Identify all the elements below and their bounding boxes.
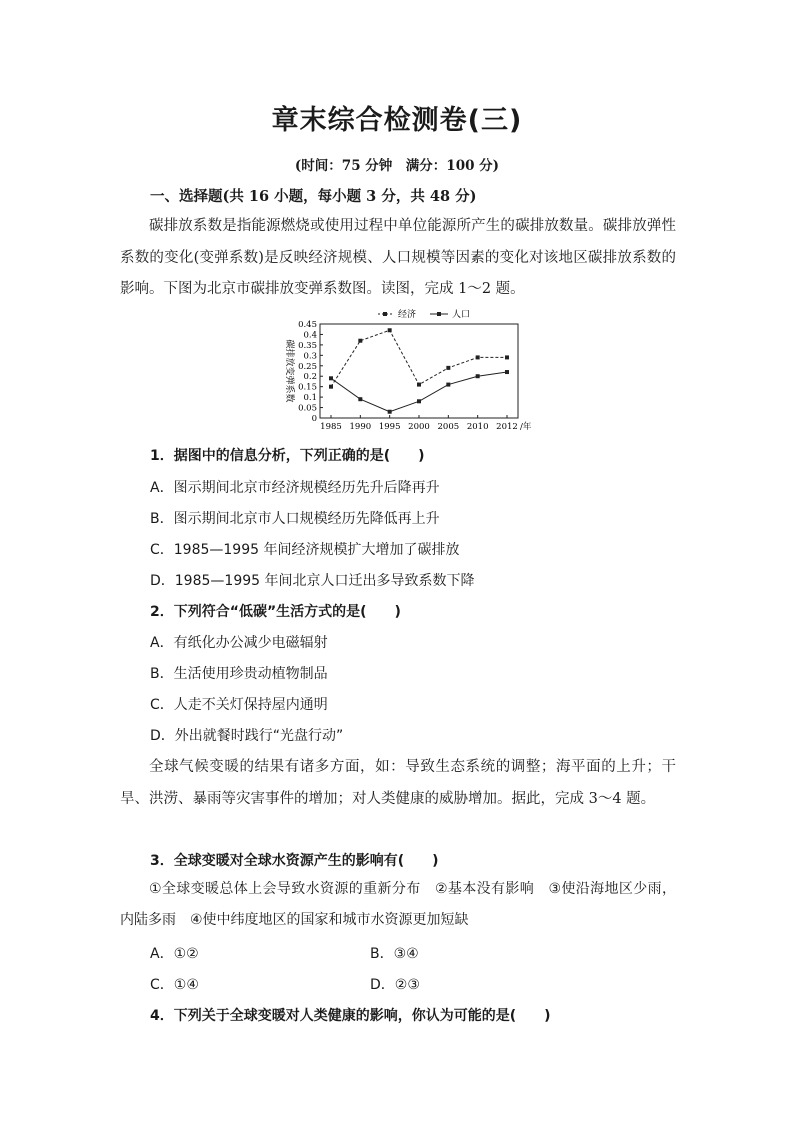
q2-option-a[interactable]: A．有纸化办公减少电磁辐射 (150, 635, 328, 651)
q1-option-b[interactable]: B．图示期间北京市人口规模经历先降低再上升 (150, 511, 440, 527)
y-tick-label: 0 (311, 414, 317, 424)
legend-label-economy: 经济 (398, 310, 417, 320)
question-3-stem: 3．全球变暖对全球水资源产生的影响有( ) (150, 853, 439, 869)
chart-series (329, 328, 509, 413)
x-tick-label: 2005 (437, 422, 460, 432)
q1-option-a[interactable]: A．图示期间北京市经济规模经历先升后降再升 (150, 480, 440, 496)
data-point-economy (358, 339, 362, 343)
question-4-stem: 4．下列关于全球变暖对人类健康的影响，你认为可能的是( ) (150, 1008, 551, 1024)
data-point-population (417, 399, 421, 403)
q1-option-c[interactable]: C．1985—1995 年间经济规模扩大增加了碳排放 (150, 542, 460, 558)
y-tick-label: 0.3 (303, 351, 317, 362)
exam-time-score: (时间：75 分钟 满分：100 分) (294, 158, 500, 174)
x-axis-unit: /年 (520, 422, 532, 432)
reading-passage-1: 碳排放系数是指能源燃烧或使用过程中单位能源所产生的碳排放数量。碳排放弹性系数的变化(变弹系数)是反映经济规模、人口规模等因素的变化对该地区碳排放系数的影响。下图为北京市碳排放变弹系数图。读图，完成 1～2 题。 (120, 218, 676, 297)
q2-option-d[interactable]: D．外出就餐时践行“光盘行动” (150, 728, 344, 744)
y-tick-label: 0.4 (303, 330, 317, 341)
legend-economy (378, 308, 416, 320)
x-tick-label: 1995 (378, 422, 401, 432)
question-2-stem: 2．下列符合“低碳”生活方式的是( ) (150, 604, 401, 620)
y-tick-label: 0.25 (298, 361, 317, 372)
q2-option-c[interactable]: C．人走不关灯保持屋内通明 (150, 697, 328, 713)
chart-legend (378, 308, 470, 320)
q3-statements: ①全球变暖总体上会导致水资源的重新分布 ②基本没有影响 ③使沿海地区少雨，内陆多雨 ④使中纬度地区的国家和城市水资源更加短缺 (120, 881, 676, 928)
series-line-population (331, 372, 507, 412)
data-point-economy (476, 355, 480, 359)
q3-option-b[interactable]: B．③④ (370, 946, 419, 962)
y-axis-label: 碳排放变弹系数 (284, 339, 294, 403)
data-point-economy (329, 385, 333, 389)
y-axis-ticks (298, 320, 323, 424)
y-tick-label: 0.15 (298, 382, 317, 393)
plot-frame (320, 324, 518, 418)
y-tick-label: 0.2 (303, 372, 317, 383)
q1-option-d[interactable]: D．1985—1995 年间北京人口迁出多导致系数下降 (150, 573, 475, 589)
page-title: 章末综合检测卷(三) (271, 105, 523, 136)
y-tick-label: 0.35 (298, 340, 317, 351)
x-tick-label: 2010 (466, 422, 489, 432)
legend-label-population: 人口 (452, 310, 471, 320)
data-point-economy (388, 328, 392, 332)
x-tick-label: 1985 (320, 422, 342, 432)
question-1-stem: 1．据图中的信息分析，下列正确的是( ) (150, 448, 425, 464)
data-point-population (388, 410, 392, 414)
y-tick-label: 0.1 (303, 393, 317, 404)
y-tick-label: 0.45 (298, 320, 317, 330)
data-point-population (329, 376, 333, 380)
carbon-elasticity-chart (270, 302, 540, 432)
data-point-population (358, 397, 362, 401)
data-point-population (505, 370, 509, 374)
data-point-population (476, 374, 480, 378)
legend-population (430, 308, 470, 320)
data-point-economy (505, 355, 509, 359)
q3-option-c[interactable]: C．①④ (150, 977, 199, 993)
reading-passage-2: 全球气候变暖的结果有诸多方面，如：导致生态系统的调整；海平面的上升；干旱、洪涝、暴雨等灾害事件的增加；对人类健康的威胁增加。据此，完成 3～4 题。 (120, 759, 676, 807)
q2-option-b[interactable]: B．生活使用珍贵动植物制品 (150, 666, 328, 682)
data-point-population (446, 383, 450, 387)
x-tick-label: 2012 (496, 422, 518, 432)
data-point-economy (446, 366, 450, 370)
section-heading: 一、选择题(共 16 小题，每小题 3 分，共 48 分) (150, 188, 477, 205)
x-tick-label: 1990 (349, 422, 372, 432)
series-line-economy (331, 330, 507, 386)
data-point-economy (417, 383, 421, 387)
y-tick-label: 0.05 (298, 403, 317, 414)
q3-option-a[interactable]: A．①② (150, 946, 199, 962)
x-tick-label: 2000 (408, 422, 430, 432)
q3-option-d[interactable]: D．②③ (370, 977, 420, 993)
